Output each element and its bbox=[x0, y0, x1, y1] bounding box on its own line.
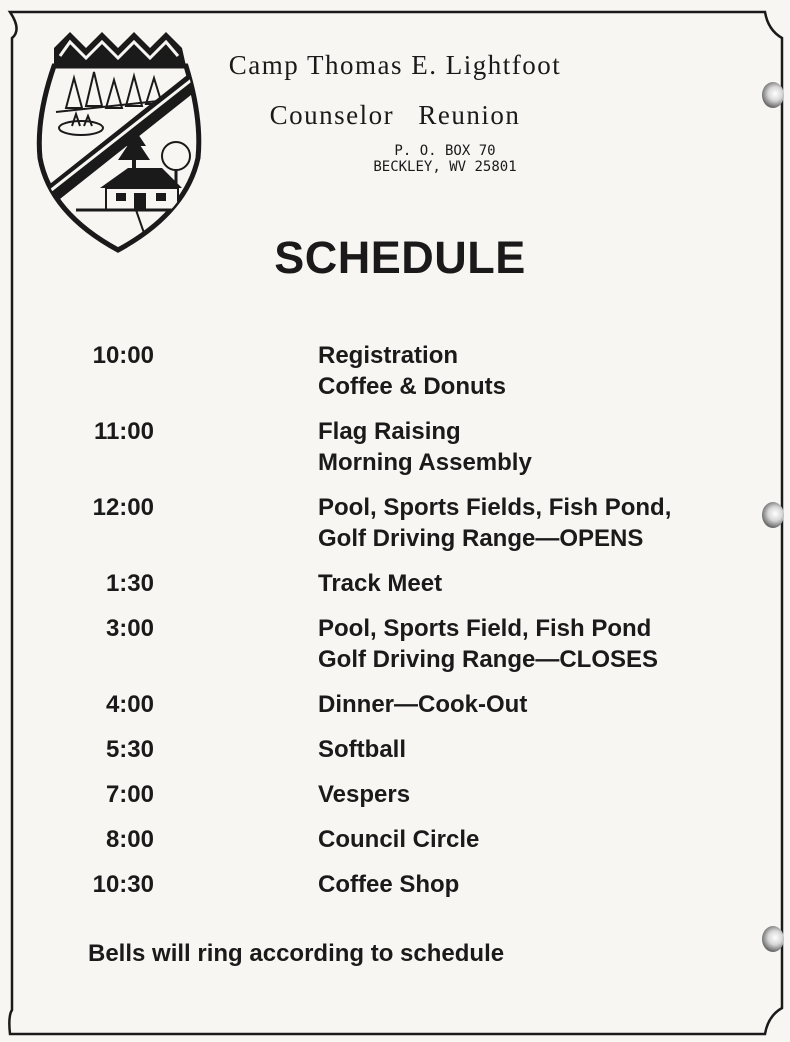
schedule-time: 10:30 bbox=[92, 871, 154, 898]
schedule-event: Flag Raising bbox=[318, 418, 461, 445]
schedule-row bbox=[0, 613, 790, 675]
schedule-time: 7:00 bbox=[105, 781, 154, 808]
schedule-event: Softball bbox=[318, 736, 406, 763]
schedule-row bbox=[0, 824, 790, 855]
schedule-time: 8:00 bbox=[105, 826, 154, 853]
schedule-time: 11:00 bbox=[93, 418, 154, 445]
schedule-row bbox=[0, 689, 790, 720]
schedule-event: Golf Driving Range—OPENS bbox=[318, 525, 644, 552]
schedule-time: 1:30 bbox=[105, 570, 154, 597]
schedule-event: Morning Assembly bbox=[318, 449, 532, 476]
address-po-box: P. O. BOX 70 bbox=[394, 143, 496, 159]
schedule-event: Registration bbox=[318, 342, 459, 369]
schedule-event: Council Circle bbox=[318, 826, 480, 853]
schedule-row bbox=[0, 492, 790, 554]
page-title: SCHEDULE bbox=[274, 232, 526, 283]
schedule-row bbox=[0, 568, 790, 599]
schedule-time: 5:30 bbox=[105, 736, 154, 763]
schedule-event: Vespers bbox=[318, 781, 411, 808]
binder-hole-icon bbox=[762, 926, 784, 952]
schedule-time: 4:00 bbox=[105, 691, 154, 718]
schedule-event: Dinner—Cook-Out bbox=[318, 691, 528, 718]
schedule-event: Coffee & Donuts bbox=[318, 373, 506, 400]
camp-name: Camp Thomas E. Lightfoot bbox=[228, 50, 562, 80]
schedule-event: Golf Driving Range—CLOSES bbox=[318, 646, 659, 673]
schedule-event: Coffee Shop bbox=[318, 871, 460, 898]
binder-hole-icon bbox=[762, 82, 784, 108]
schedule-row bbox=[0, 416, 790, 478]
address-city: BECKLEY, WV 25801 bbox=[373, 159, 517, 175]
schedule-event: Pool, Sports Field, Fish Pond bbox=[318, 615, 652, 642]
schedule-row bbox=[0, 734, 790, 765]
camp-crest-logo-icon bbox=[36, 28, 206, 258]
schedule-row bbox=[0, 869, 790, 900]
schedule-event: Track Meet bbox=[318, 570, 443, 597]
schedule-row bbox=[0, 340, 790, 402]
schedule-time: 3:00 bbox=[105, 615, 154, 642]
schedule-row bbox=[0, 779, 790, 810]
schedule-time: 12:00 bbox=[92, 494, 154, 521]
event-name: Counselor Reunion bbox=[269, 100, 521, 130]
schedule-list bbox=[0, 340, 790, 914]
footer-note: Bells will ring according to schedule bbox=[88, 940, 505, 967]
schedule-time: 10:00 bbox=[92, 342, 154, 369]
schedule-event: Pool, Sports Fields, Fish Pond, bbox=[318, 494, 672, 521]
